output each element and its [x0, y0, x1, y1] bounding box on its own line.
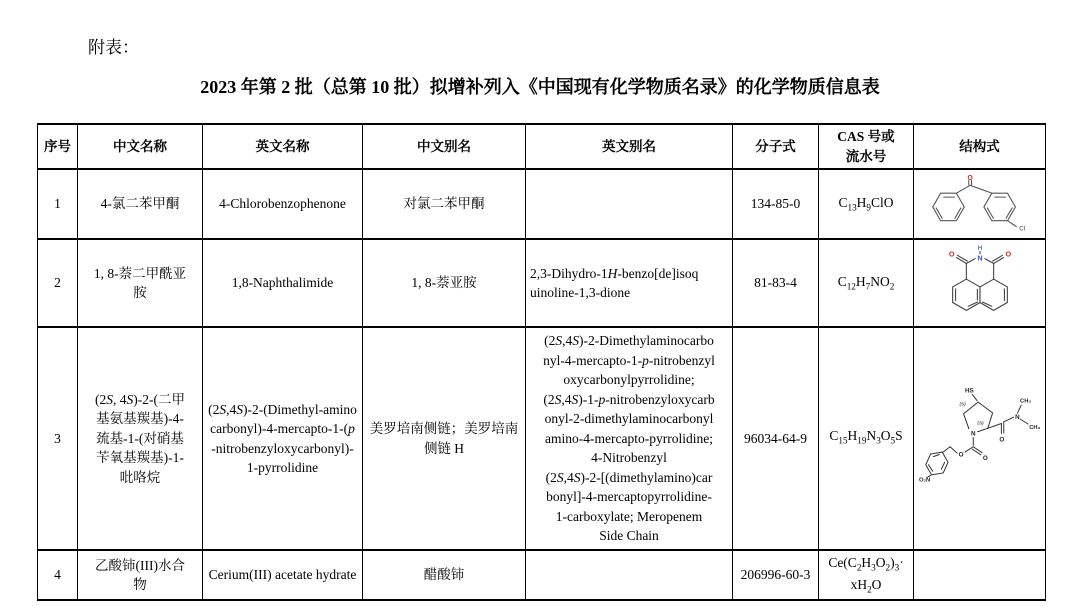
cell-english-alias	[526, 169, 733, 239]
structure-naphthalimide-image	[926, 242, 1034, 324]
cell-serial: 2	[38, 239, 78, 327]
cell-chinese-name: 1, 8-萘二甲酰亚 胺	[78, 239, 203, 327]
cell-chinese-name: (2S, 4S)-2-(二甲 基氨基羰基)-4- 巯基-1-(对硝基 苄氧基羰基)-1- 吡咯烷	[78, 327, 203, 550]
structure-meropenem-side-chain-image	[918, 375, 1044, 503]
ester-oxygen-label: O	[958, 451, 964, 459]
cell-chinese-alias: 对氯二苯甲酮	[363, 169, 526, 239]
methyl-group-label: CH₃	[1029, 424, 1041, 431]
methyl-group-label: CH₃	[1020, 398, 1032, 405]
cell-chinese-name: 乙酸铈(III)水合 物	[78, 550, 203, 600]
cell-serial: 3	[38, 327, 78, 550]
cell-english-name: 4-Chlorobenzophenone	[203, 169, 363, 239]
cell-chinese-alias: 醋酸铈	[363, 550, 526, 600]
header-row	[38, 124, 1046, 169]
stereocenter-label: (S)	[959, 401, 966, 407]
col-header-structure: 结构式	[914, 124, 1046, 169]
nitro-group-label: O₂N	[918, 477, 931, 484]
chlorine-atom-label: Cl	[1018, 225, 1025, 233]
cell-molecular-formula: 134-85-0	[733, 169, 819, 239]
carbonyl-oxygen-label: O	[982, 454, 988, 462]
col-header-serial: 序号	[38, 124, 78, 169]
oxygen-atom-label: O	[948, 249, 955, 259]
cell-english-name: 1,8-Naphthalimide	[203, 239, 363, 327]
cell-cas-number: $C_{12}H_7NO_2$	[819, 239, 914, 327]
oxygen-atom-label: O	[966, 175, 973, 183]
cell-molecular-formula: 96034-64-9	[733, 327, 819, 550]
table-row	[38, 239, 1046, 327]
bond-lines	[932, 181, 1016, 227]
cell-english-alias: (2S,4S)-2-Dimethylaminocarbo nyl-4-mercapto-1-p-nitrobenzyl oxycarbonylpyrrolidine; (2S,4S)-1-p-nitrobenzyloxycarb onyl-2-dimethylaminocarbonyl amino-4-mercapto-pyrrolidine; 4-Nitrobenzyl (2S,4S)-2-[(dimethylamino)car bonyl]-4-mercaptopyrrolidine- 1-carboxylate; Meropenem Side Chain	[526, 327, 733, 550]
chemicals-table	[37, 123, 1046, 601]
ring-nitrogen-label: N	[970, 430, 976, 438]
col-header-chinese-name: 中文名称	[78, 124, 203, 169]
col-header-cas-number: CAS 号或 流水号	[819, 124, 914, 169]
col-header-english-alias: 英文别名	[526, 124, 733, 169]
cell-english-alias	[526, 550, 733, 600]
page-title: 2023 年第 2 批（总第 10 批）拟增补列入《中国现有化学物质名录》的化学物质信息表	[200, 77, 880, 97]
annex-label: 附表：	[88, 38, 139, 57]
oxygen-atom-label: O	[1004, 249, 1011, 259]
table-row	[38, 327, 1046, 550]
col-header-english-name: 英文名称	[203, 124, 363, 169]
col-header-molecular-formula: 分子式	[733, 124, 819, 169]
cell-chinese-alias: 美罗培南侧链；美罗培南 侧链 H	[363, 327, 526, 550]
amide-nitrogen-label: N	[1015, 413, 1020, 421]
structure-4-chlorobenzophenone-image	[919, 173, 1041, 235]
cell-chinese-alias: 1, 8-萘亚胺	[363, 239, 526, 327]
cell-serial: 1	[38, 169, 78, 239]
col-header-chinese-alias: 中文别名	[363, 124, 526, 169]
cell-structure	[914, 239, 1046, 327]
stereocenter-label: (S)	[977, 420, 984, 426]
cell-chinese-name: 4-氯二苯甲酮	[78, 169, 203, 239]
bond-lines	[926, 394, 1028, 477]
amide-oxygen-label: O	[999, 436, 1005, 444]
table-row	[38, 169, 1046, 239]
cell-cas-number: $Ce(C_2H_3O_2)_3\cdot$ $xH_2O$	[819, 550, 914, 600]
cell-molecular-formula: 81-83-4	[733, 239, 819, 327]
cell-english-name: (2S,4S)-2-(Dimethyl-amino carbonyl)-4-mercapto-1-(p -nitrobenzyloxycarbonyl)- 1-pyrrolidine	[203, 327, 363, 550]
table-row	[38, 550, 1046, 600]
cell-cas-number: $C_{15}H_{19}N_3O_5S$	[819, 327, 914, 550]
cell-serial: 4	[38, 550, 78, 600]
thiol-group-label: HS	[964, 387, 974, 395]
cell-english-name: Cerium(III) acetate hydrate	[203, 550, 363, 600]
cell-molecular-formula: 206996-60-3	[733, 550, 819, 600]
cell-structure	[914, 169, 1046, 239]
cell-cas-number: $C_{13}H_9ClO$	[819, 169, 914, 239]
cell-structure	[914, 550, 1046, 600]
cell-structure	[914, 327, 1046, 550]
cell-english-alias: 2,3-Dihydro-1H-benzo[de]isoq uinoline-1,3-dione	[526, 239, 733, 327]
imide-hydrogen-label: H	[977, 244, 982, 252]
imide-nitrogen-label: N	[976, 253, 983, 263]
